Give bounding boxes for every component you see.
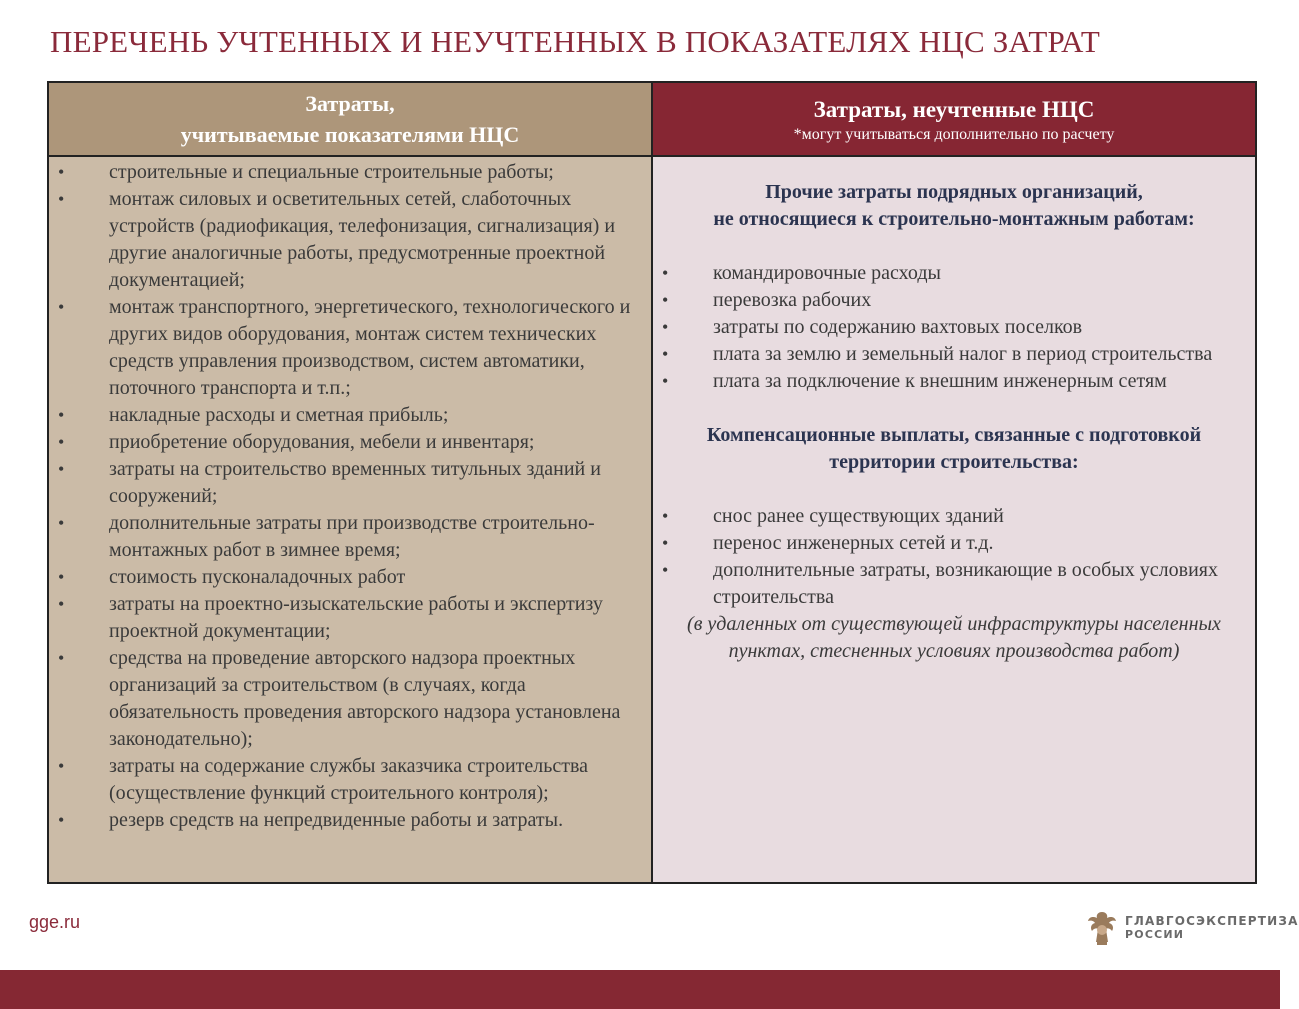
section-heading-compensation	[653, 422, 1255, 476]
included-costs-list	[49, 157, 651, 834]
site-link[interactable]: gge.ru	[29, 912, 81, 932]
list-item: • строительные и специальные строительные работы;	[49, 159, 651, 186]
list-item: • перенос инженерных сетей и т.д.	[653, 530, 1255, 557]
included-header-line1: Затраты,	[305, 91, 395, 116]
section-heading-line: не относящиеся к строительно-монтажным работам:	[713, 208, 1195, 230]
cost-table	[47, 81, 1257, 884]
list-item: • затраты на строительство временных титульных зданий и сооружений;	[49, 456, 651, 510]
list-item: • затраты по содержанию вахтовых поселков	[653, 314, 1255, 341]
excluded-header-note: *могут учитываться дополнительно по расчету	[793, 126, 1115, 143]
list-item: • командировочные расходы	[653, 260, 1255, 287]
list-item: • плата за землю и земельный налог в период строительства	[653, 341, 1255, 368]
list-item: • дополнительные затраты при производстве строительно-монтажных работ в зимнее время;	[49, 510, 651, 564]
section-heading-line: Компенсационные выплаты, связанные с подготовкой	[706, 424, 1202, 446]
logo-line: ГЛАВГОСЭКСПЕРТИЗА	[1125, 914, 1299, 928]
excluded-header-title: Затраты, неучтенные НЦС	[813, 97, 1095, 122]
list-item: • резерв средств на непредвиденные работы и затраты.	[49, 807, 651, 834]
section-heading-other-costs	[653, 179, 1255, 233]
glavgosexpertiza-logo	[1085, 908, 1299, 948]
other-costs-list	[653, 260, 1255, 395]
section-heading-line: территории строительства:	[829, 451, 1079, 473]
included-costs-column	[49, 157, 653, 882]
footer-bar	[0, 970, 1280, 1009]
list-item: • перевозка рабочих	[653, 287, 1255, 314]
emblem-icon	[1085, 908, 1119, 948]
included-costs-header	[49, 83, 653, 157]
list-item: • монтаж силовых и осветительных сетей, слаботочных устройств (радиофикация, телефонизация, сигнализация) и другие аналогичные работы, предусмотренные проектной документацией;	[49, 186, 651, 294]
list-item: • затраты на содержание службы заказчика строительства (осуществление функций строительного контроля);	[49, 753, 651, 807]
list-item: • затраты на проектно-изыскательские работы и экспертизу проектной документации;	[49, 591, 651, 645]
compensation-list	[653, 503, 1255, 611]
logo-line: РОССИИ	[1125, 928, 1185, 941]
section-heading-line: Прочие затраты подрядных организаций,	[765, 181, 1143, 203]
list-item: • снос ранее существующих зданий	[653, 503, 1255, 530]
logo-text	[1125, 915, 1299, 941]
list-item: • приобретение оборудования, мебели и инвентаря;	[49, 429, 651, 456]
list-item: • дополнительные затраты, возникающие в особых условиях строительства	[653, 557, 1255, 611]
special-conditions-note: (в удаленных от существующей инфраструктуры населенных пунктах, стесненных условиях производства работ)	[687, 613, 1221, 662]
excluded-costs-header	[653, 83, 1255, 157]
list-item: • монтаж транспортного, энергетического, технологического и других видов оборудования, монтаж систем технических средств управления производством, систем автоматики, поточного транспорта и т.п.;	[49, 294, 651, 402]
list-item: • стоимость пусконаладочных работ	[49, 564, 651, 591]
excluded-costs-column	[653, 157, 1255, 882]
included-header-line2: учитываемые показателями НЦС	[180, 122, 520, 147]
list-item: • накладные расходы и сметная прибыль;	[49, 402, 651, 429]
list-item: • средства на проведение авторского надзора проектных организаций за строительством (в случаях, когда обязательность проведения авторского надзора установлена законодательно);	[49, 645, 651, 753]
list-item: • плата за подключение к внешним инженерным сетям	[653, 368, 1255, 395]
page-title: ПЕРЕЧЕНЬ УЧТЕННЫХ И НЕУЧТЕННЫХ В ПОКАЗАТЕЛЯХ НЦС ЗАТРАТ	[50, 24, 1100, 59]
